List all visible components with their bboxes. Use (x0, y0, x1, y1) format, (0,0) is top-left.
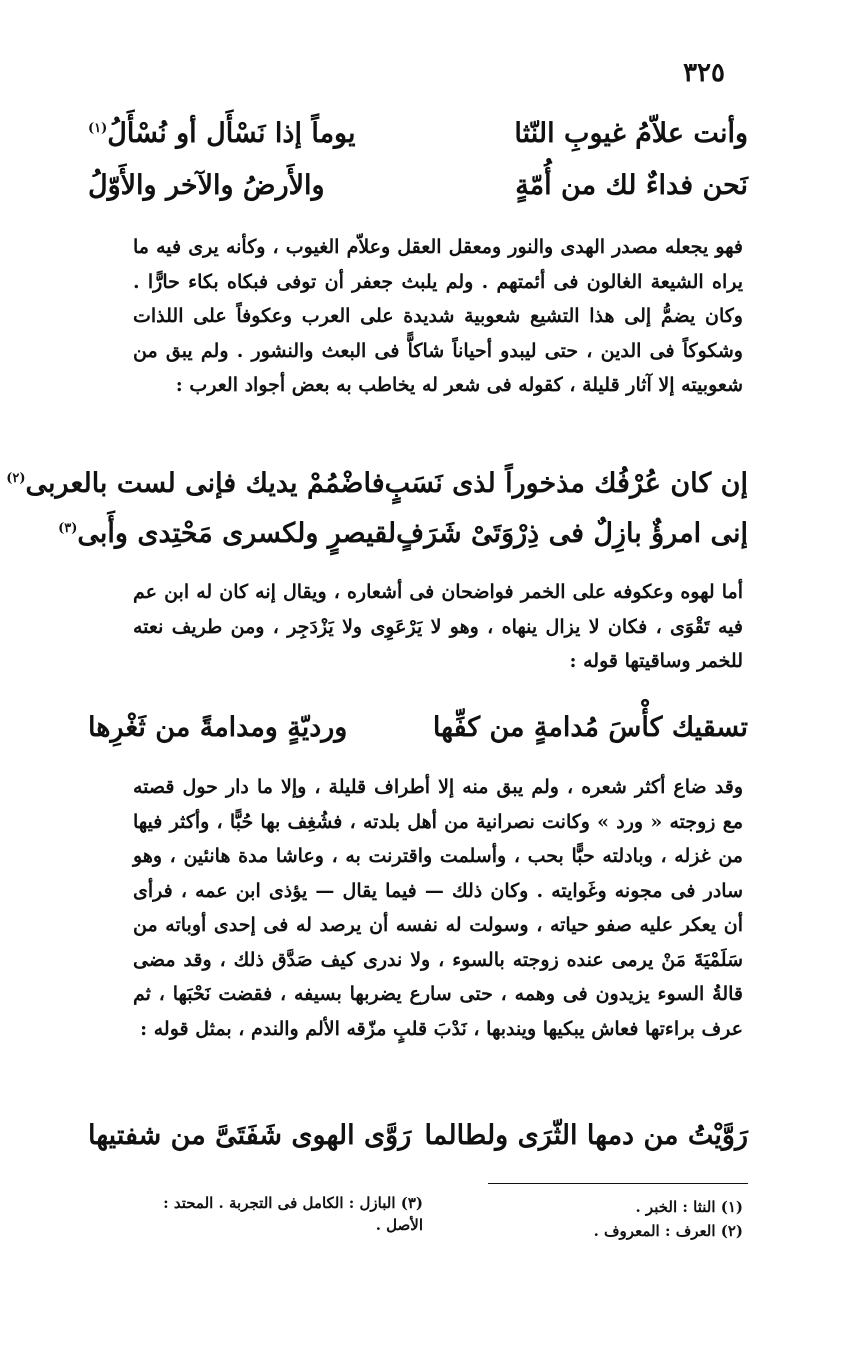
verse-hemistich-left: ورديّةٍ ومدامةً من ثَغْرِها (88, 712, 348, 743)
verse-hemistich-left: والأَرضُ والآخر والأَوّلُ (88, 170, 325, 201)
verse-line (58, 518, 748, 549)
verse-hemistich-left: فاضْمُمْ يديك فإنى لست بالعربى$^{(٢)}$ (6, 468, 385, 499)
verse-line (6, 468, 748, 499)
paragraph: فهو يجعله مصدر الهدى والنور ومعقل العقل وعلاّم الغيوب ، وكأنه يرى فيه ما يراه الشيعة الغالون فى أئمتهم . ولم يلبث جعفر أن توفى فبكاه بكاء حارًّا . وكان يضمُّ إلى هذا التشيع شعوبية شديدة على العرب وعكوفاً على اللذات وشكوكاً فى الدين ، حتى ليبدو أحياناً شاكاًّ فى البعث والنشور . ولم يبق من شعوبيته إلا آثار قليلة ، كقوله فى شعر له يخاطب به بعض أجواد العرب : (133, 236, 744, 396)
verse-hemistich-right: نَحن فداءٌ لك من أُمّةٍ (515, 170, 748, 201)
verse-line (88, 712, 748, 743)
paragraph: أما لهوه وعكوفه على الخمر فواضحان فى أشعاره ، ويقال إنه كان له ابن عم فيه تَقْوَى ، فكان لا يزال ينهاه ، وهو لا يَرْعَوِى ولا يَزْدَجِر ، ومن طريف نعته للخمر وساقيتها قوله : (133, 581, 743, 672)
verse-hemistich-right: وأنت علاّمُ غيوبِ النّثا (514, 118, 748, 149)
footnote: (٢) العرف : المعروف . (593, 1222, 743, 1240)
verse-line (88, 1120, 748, 1151)
footnote-divider (488, 1183, 748, 1184)
footnote-ref: (٢) (6, 471, 26, 486)
verse-hemistich-right: إن كان عُرْفُك مذخوراً لذى نَسَبٍ (384, 468, 748, 499)
verse-hemistich-right: رَوَّيْتُ من دمها الثّرَى ولطالما (424, 1120, 748, 1151)
page-number: ٣٢٥ (683, 58, 725, 88)
verse-line (88, 118, 748, 149)
paragraph: وقد ضاع أكثر شعره ، ولم يبق منه إلا أطراف قليلة ، وإلا ما دار حول قصته مع زوجته « ورد » وكانت نصرانية من أهل بلدته ، فشُغِف بها حُبًّا ، وأكثر فيها من غزله ، وبادلته حبًّا بحب ، وأسلمت واقترنت به ، وعاشا مدة هانئين ، وهو سادر فى مجونه وغَوايته . وكان ذلك — فيما يقال — يؤذى ابن عمه ، فرأى أن يعكر عليه صفو حياته ، وسولت له نفسه أن يرصد له فى إحدى أوباته من سَلَمْيَةَ مَنْ يرمى عنده زوجته بالسوء ، ولا ندرى كيف صَدَّق ذلك ، وقد مضى قالةُ السوء يزيدون فى وهمه ، حتى سارع يضربها بسيفه ، فقضت نَحْبَها ، ثم عرف براءتها فعاش يبكيها ويندبها ، نَدْبَ قلبٍ مزّقه الألم والندم ، بمثل قوله : (133, 776, 743, 1040)
verse-hemistich-left: يوماً إذا نَسْأَل أو نُسْأَلُ$^{(١)}$ (88, 118, 356, 149)
verse-line (88, 170, 748, 201)
verse-hemistich-right: إنى امرؤٌ بازِلٌ فى ذِرْوَتَىْ شَرَفٍ (396, 518, 748, 549)
verse-hemistich-left: لقيصرٍ ولكسرى مَحْتِدى وأَبى$^{(٣)}$ (58, 518, 397, 549)
footnote: (٣) البازل : الكامل فى التجربة . المحتد : الأصل . (163, 1194, 423, 1234)
footnote-ref: (٣) (58, 521, 78, 536)
verse-hemistich-left: رَوَّى الهوى شَفَتَىَّ من شفتيها (88, 1120, 412, 1151)
verse-hemistich-right: تسقيك كأْسَ مُدامةٍ من كفِّها (432, 712, 748, 743)
footnote: (١) النثا : الخبر . (635, 1198, 743, 1216)
footnote-ref: (١) (88, 121, 108, 136)
